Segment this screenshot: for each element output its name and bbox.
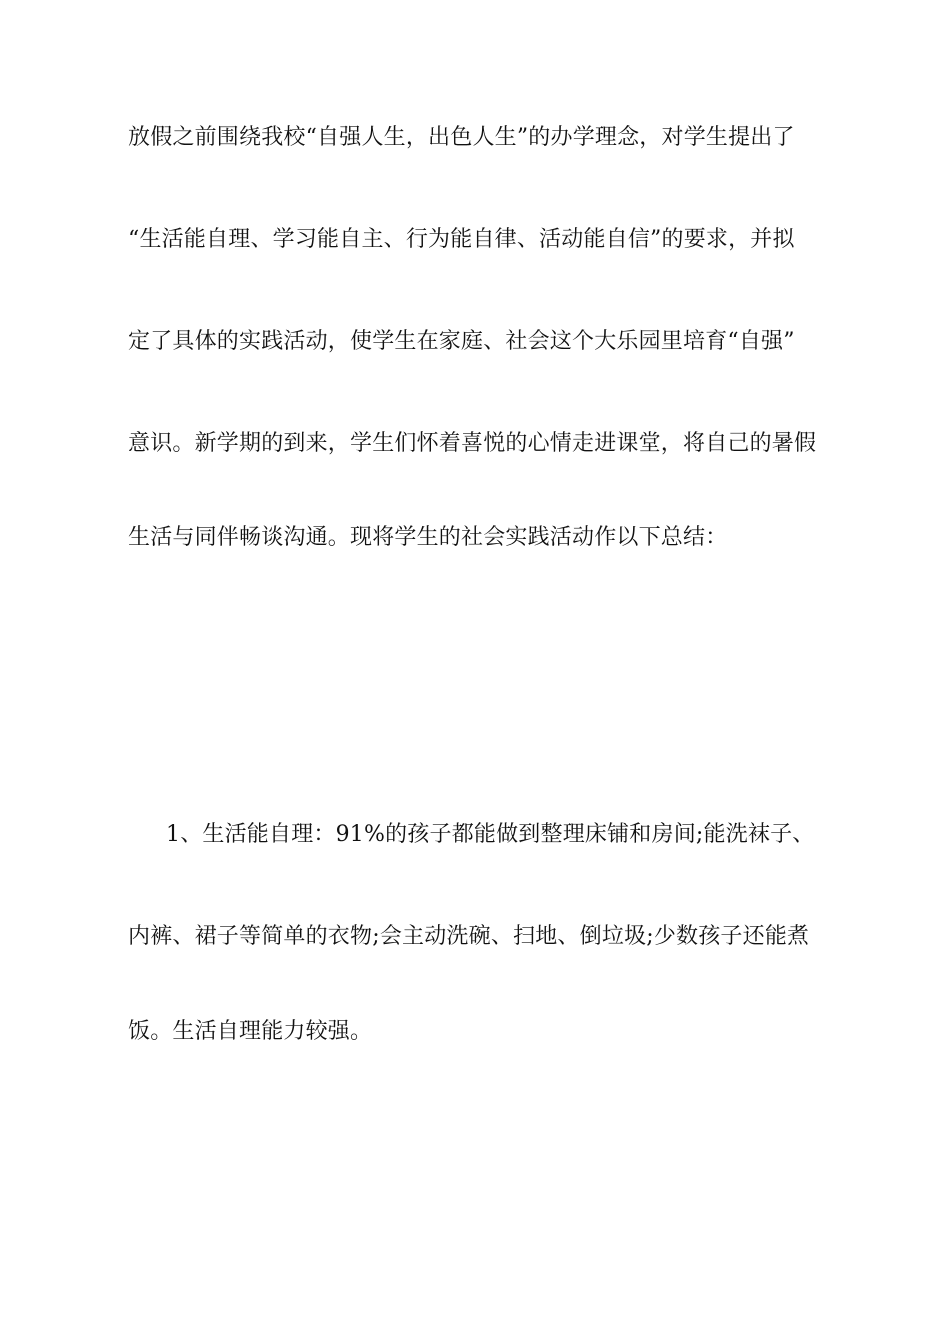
paragraph-line: “生活能自理、学习能自主、行为能自律、活动能自信”的要求，并拟 [128, 227, 795, 252]
paragraph-line: 意识。新学期的到来，学生们怀着喜悦的心情走进课堂，将自己的暑假 [128, 431, 817, 456]
paragraph-line: 生活与同伴畅谈沟通。现将学生的社会实践活动作以下总结： [128, 525, 728, 550]
list-item-line: 饭。生活自理能力较强。 [128, 1019, 373, 1044]
paragraph-line: 放假之前围绕我校“自强人生，出色人生”的办学理念，对学生提出了 [128, 125, 795, 150]
list-item-line: 内裤、裙子等简单的衣物;会主动洗碗、扫地、倒垃圾;少数孩子还能煮 [128, 924, 810, 949]
paragraph-line: 定了具体的实践活动，使学生在家庭、社会这个大乐园里培育“自强” [128, 329, 795, 354]
list-item-line: 1、生活能自理：91%的孩子都能做到整理床铺和房间;能洗袜子、 [166, 822, 815, 847]
